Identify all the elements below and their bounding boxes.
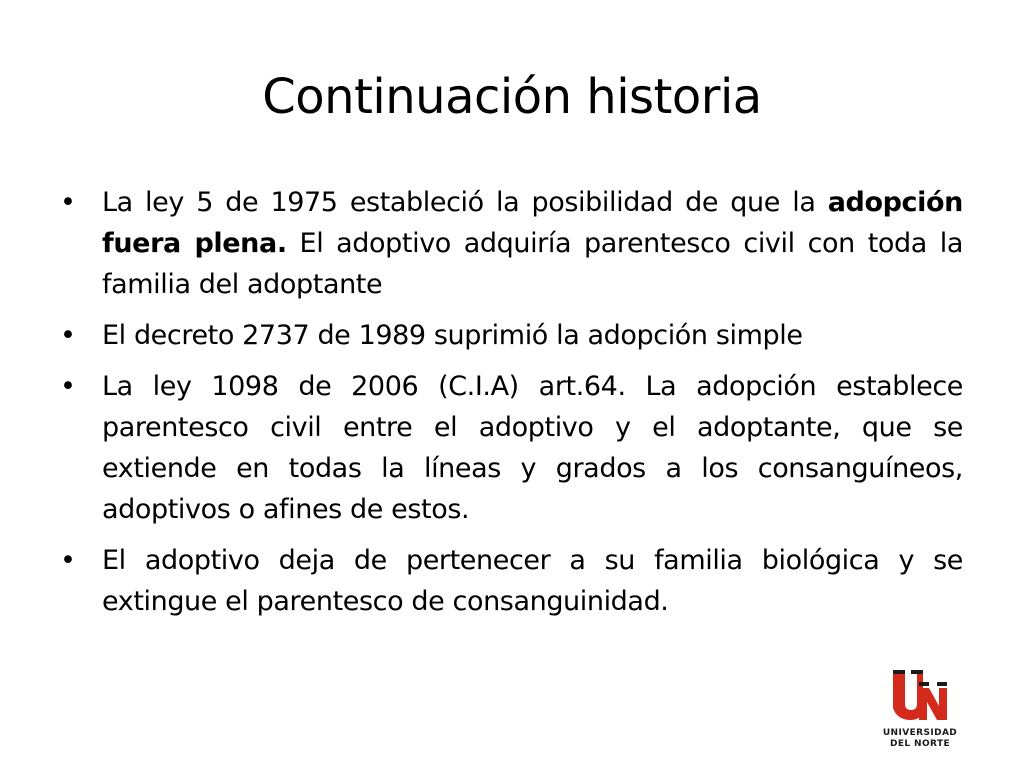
slide-title: Continuación historia <box>262 69 762 125</box>
bullet-text-part: El adoptivo deja de pertenecer a su familia biológica y se extingue el parentesco de consanguinidad. <box>102 545 963 617</box>
bullet-marker: • <box>60 545 76 576</box>
bullet-text <box>102 320 803 351</box>
bullet-text-bold: adopción fuera plena. <box>102 187 963 259</box>
bullet-item-4 <box>58 540 963 622</box>
bullet-item-3 <box>58 366 963 530</box>
bullet-text <box>102 371 963 525</box>
logo-text-line1: UNIVERSIDAD <box>882 728 958 738</box>
bullet-item-1 <box>58 182 963 305</box>
university-logo <box>877 668 963 752</box>
bullet-list <box>58 182 963 632</box>
bullet-text <box>102 187 963 300</box>
bullet-text-part: El decreto 2737 de 1989 suprimió la adopción simple <box>102 320 803 351</box>
logo-text-line2: DEL NORTE <box>889 739 951 749</box>
bullet-item-2 <box>58 315 963 356</box>
bullet-text <box>102 545 963 617</box>
bullet-text-part: La ley 1098 de 2006 (C.I.A) art.64. La adopción establece parentesco civil entre el adoptivo y el adoptante, que se extiende en todas la líneas y grados a los consanguíneos, adoptivos o afines de estos. <box>102 371 963 525</box>
bullet-marker: • <box>60 320 76 351</box>
bullet-text-part: El adoptivo adquiría parentesco civil con toda la familia del adoptante <box>102 228 963 300</box>
bullet-marker: • <box>60 371 76 402</box>
universidad-del-norte-logo-icon <box>889 668 951 724</box>
bullet-marker: • <box>60 187 76 218</box>
bullet-text-part: La ley 5 de 1975 estableció la posibilidad de que la <box>102 187 828 218</box>
